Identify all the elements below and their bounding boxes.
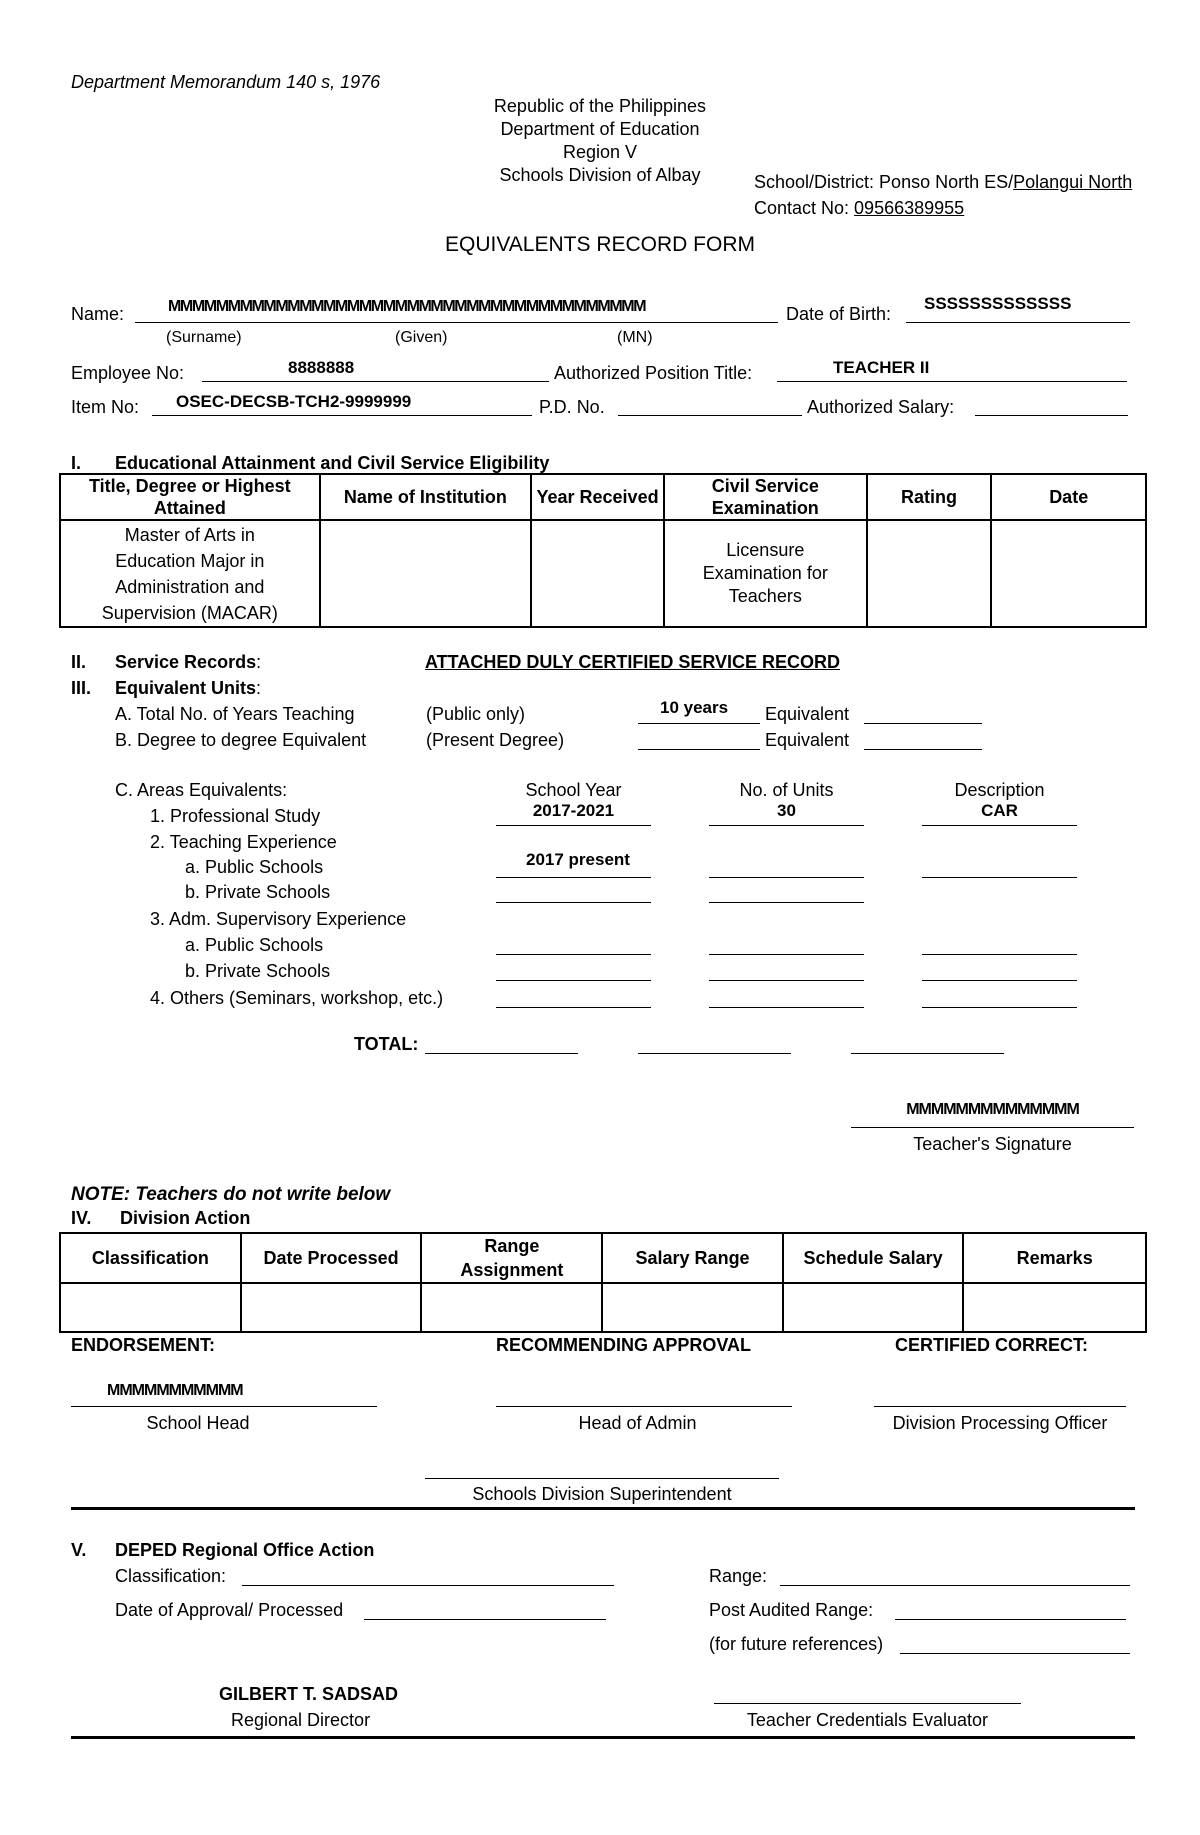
header-salary-range: Salary Range xyxy=(602,1233,782,1283)
adm-public-desc-line[interactable] xyxy=(922,954,1077,955)
teach-public-label: a. Public Schools xyxy=(185,857,324,877)
dob-label: Date of Birth: xyxy=(786,304,892,324)
pd-no-line[interactable] xyxy=(618,415,802,416)
agency-header xyxy=(450,95,750,187)
recommending-label: RECOMMENDING APPROVAL xyxy=(496,1335,752,1355)
degree-equivalent-word: Equivalent xyxy=(765,730,850,750)
prof-desc-value: CAR xyxy=(981,801,1018,820)
years-teaching-label: A. Total No. of Years Teaching xyxy=(115,704,355,724)
dob-value: SSSSSSSSSSSSS xyxy=(924,294,1072,313)
total-line-3[interactable] xyxy=(851,1053,1004,1054)
header-institution: Name of Institution xyxy=(320,474,532,520)
adm-public-units-line[interactable] xyxy=(709,954,864,955)
employee-no-label: Employee No: xyxy=(71,363,185,383)
adm-experience-label: 3. Adm. Supervisory Experience xyxy=(150,909,407,929)
section-4-number: IV. xyxy=(71,1208,92,1228)
section-2-title: Service Records xyxy=(115,652,257,672)
teacher-signature-value: MMMMMMMMMMMMMM xyxy=(906,1101,1079,1118)
post-audited-label: Post Audited Range: xyxy=(709,1600,874,1620)
header-line-4: Schools Division of Albay xyxy=(499,165,701,185)
teach-private-label: b. Private Schools xyxy=(185,882,331,902)
header-line-3: Region V xyxy=(562,142,638,162)
superintendent-label: Schools Division Superintendent xyxy=(472,1484,732,1504)
adm-private-desc-line[interactable] xyxy=(922,980,1077,981)
section-3-title: Equivalent Units xyxy=(115,678,257,698)
col-units: No. of Units xyxy=(739,780,834,800)
name-value: MMMMMMMMMMMMMMMMMMMMMMMMMMMMMMMMMMMMMMMM xyxy=(168,298,646,315)
range-label: Range: xyxy=(709,1566,768,1586)
header-rating: Rating xyxy=(867,474,992,520)
others-units-line[interactable] xyxy=(709,1007,864,1008)
teach-public-units-line[interactable] xyxy=(709,877,864,878)
teach-private-units-line[interactable] xyxy=(709,902,864,903)
item-no-label: Item No: xyxy=(71,397,140,417)
prof-desc-line[interactable] xyxy=(922,825,1077,826)
cell-date-processed[interactable] xyxy=(241,1283,422,1332)
district-name: Polangui North xyxy=(1013,172,1133,192)
adm-private-year-line[interactable] xyxy=(496,980,651,981)
section-3-heading xyxy=(115,678,261,699)
years-teaching-note: (Public only) xyxy=(426,704,526,724)
evaluator-title: Teacher Credentials Evaluator xyxy=(746,1710,989,1730)
header-year-received: Year Received xyxy=(531,474,664,520)
others-year-line[interactable] xyxy=(496,1007,651,1008)
cell-year-received[interactable] xyxy=(531,520,664,627)
school-head-line[interactable] xyxy=(71,1406,377,1407)
contact-number xyxy=(754,198,964,219)
school-district-label: School/District: xyxy=(754,172,880,192)
salary-label: Authorized Salary: xyxy=(807,397,955,417)
evaluator-line[interactable] xyxy=(714,1703,1021,1704)
section-3-number: III. xyxy=(71,678,92,698)
cell-salary-range[interactable] xyxy=(602,1283,782,1332)
memo-reference: Department Memorandum 140 s, 1976 xyxy=(71,72,381,92)
prof-year-line[interactable] xyxy=(496,825,651,826)
endorsement-label: ENDORSEMENT: xyxy=(71,1335,216,1355)
section-1-number: I. xyxy=(71,453,82,473)
degree-equivalent-label: B. Degree to degree Equivalent xyxy=(115,730,367,750)
section-2-heading xyxy=(115,652,261,673)
employee-no-value: 8888888 xyxy=(288,358,355,377)
professional-study-label: 1. Professional Study xyxy=(150,806,321,826)
years-equivalent-label: Equivalent xyxy=(765,704,850,724)
section-5-title: DEPED Regional Office Action xyxy=(115,1540,375,1560)
cell-rating[interactable] xyxy=(867,520,992,627)
section-5-number: V. xyxy=(71,1540,87,1560)
director-title: Regional Director xyxy=(231,1710,371,1730)
division-action-table xyxy=(59,1232,1147,1333)
date-approval-line[interactable] xyxy=(364,1619,606,1620)
col-school-year: School Year xyxy=(525,780,622,800)
col-description: Description xyxy=(954,780,1045,800)
header-civil-service: Civil Service Examination xyxy=(664,474,867,520)
section-3-colon: : xyxy=(256,678,262,698)
service-record-value: ATTACHED DULY CERTIFIED SERVICE RECORD xyxy=(425,652,841,672)
item-no-line[interactable] xyxy=(152,415,532,416)
cell-range-assignment[interactable] xyxy=(421,1283,602,1332)
total-line-1[interactable] xyxy=(425,1053,578,1054)
item-no-value: OSEC-DECSB-TCH2-9999999 xyxy=(176,392,412,411)
name-line[interactable] xyxy=(135,322,778,323)
others-desc-line[interactable] xyxy=(922,1007,1077,1008)
header-date-processed: Date Processed xyxy=(241,1233,422,1283)
years-teaching-line[interactable] xyxy=(638,723,760,724)
certified-label: CERTIFIED CORRECT: xyxy=(895,1335,1088,1355)
cell-civil-service[interactable]: Licensure Examination for Teachers xyxy=(664,520,867,627)
degree-equivalent-line[interactable] xyxy=(864,749,982,750)
prof-units-line[interactable] xyxy=(709,825,864,826)
future-ref-label: (for future references) xyxy=(709,1634,884,1654)
school-head-label: School Head xyxy=(146,1413,250,1433)
superintendent-line[interactable] xyxy=(425,1478,779,1479)
date-approval-label: Date of Approval/ Processed xyxy=(115,1600,344,1620)
name-label: Name: xyxy=(71,304,125,324)
cell-schedule-salary[interactable] xyxy=(783,1283,964,1332)
classification-line[interactable] xyxy=(242,1585,614,1586)
header-classification: Classification xyxy=(60,1233,241,1283)
note-text: NOTE: Teachers do not write below xyxy=(71,1184,391,1205)
section-1-title: Educational Attainment and Civil Service Eligibility xyxy=(115,453,550,473)
years-teaching-value: 10 years xyxy=(660,698,729,717)
school-name: Ponso North ES/ xyxy=(879,172,1014,192)
dob-line[interactable] xyxy=(906,322,1130,323)
bottom-divider xyxy=(71,1736,1135,1739)
position-label: Authorized Position Title: xyxy=(554,363,753,383)
employee-no-line[interactable] xyxy=(202,381,549,382)
adm-private-units-line[interactable] xyxy=(709,980,864,981)
prof-year-value: 2017-2021 xyxy=(532,801,615,820)
post-audited-line[interactable] xyxy=(895,1619,1126,1620)
director-name: GILBERT T. SADSAD xyxy=(219,1684,399,1704)
given-caption: (Given) xyxy=(395,329,448,346)
teach-public-year-line[interactable] xyxy=(496,877,651,878)
degree-equivalent-note: (Present Degree) xyxy=(426,730,565,750)
prof-units-value: 30 xyxy=(777,801,796,820)
section-divider xyxy=(71,1507,1135,1510)
teaching-experience-label: 2. Teaching Experience xyxy=(150,832,337,852)
head-admin-line[interactable] xyxy=(496,1406,792,1407)
classification-label: Classification: xyxy=(115,1566,227,1586)
teach-public-desc-line[interactable] xyxy=(922,877,1077,878)
section-2-number: II. xyxy=(71,652,87,672)
division-officer-label: Division Processing Officer xyxy=(892,1413,1108,1433)
section-2-colon: : xyxy=(256,652,262,672)
years-equivalent-line[interactable] xyxy=(864,723,982,724)
total-line-2[interactable] xyxy=(638,1053,791,1054)
cell-degree[interactable]: Master of Arts in Education Major in Administration and Supervision (MACAR) xyxy=(60,520,320,627)
others-label: 4. Others (Seminars, workshop, etc.) xyxy=(150,988,444,1008)
section-4-title: Division Action xyxy=(120,1208,251,1228)
cell-institution[interactable] xyxy=(320,520,532,627)
teach-private-year-line[interactable] xyxy=(496,902,651,903)
school-head-value: MMMMMMMMMMM xyxy=(107,1382,243,1399)
areas-equivalents-label: C. Areas Equivalents: xyxy=(115,780,288,800)
surname-caption: (Surname) xyxy=(166,329,242,346)
teacher-signature-label: Teacher's Signature xyxy=(913,1134,1072,1154)
position-value: TEACHER II xyxy=(833,358,930,377)
cell-classification[interactable] xyxy=(60,1283,241,1332)
header-line-1: Republic of the Philippines xyxy=(493,96,707,116)
head-admin-label: Head of Admin xyxy=(578,1413,697,1433)
position-line[interactable] xyxy=(777,381,1127,382)
salary-line[interactable] xyxy=(975,415,1128,416)
future-ref-line[interactable] xyxy=(900,1653,1130,1654)
education-table xyxy=(59,473,1147,628)
cell-date[interactable] xyxy=(991,520,1146,627)
adm-public-label: a. Public Schools xyxy=(185,935,324,955)
form-title: EQUIVALENTS RECORD FORM xyxy=(445,233,755,256)
header-line-2: Department of Education xyxy=(500,119,700,139)
division-officer-line[interactable] xyxy=(874,1406,1126,1407)
pd-no-label: P.D. No. xyxy=(539,397,605,417)
degree-value-line[interactable] xyxy=(638,749,760,750)
header-schedule-salary: Schedule Salary xyxy=(783,1233,964,1283)
adm-private-label: b. Private Schools xyxy=(185,961,331,981)
contact-value: 09566389955 xyxy=(854,198,965,218)
header-range-assignment: Range Assignment xyxy=(421,1233,602,1283)
cell-remarks[interactable] xyxy=(963,1283,1146,1332)
contact-label: Contact No: xyxy=(754,198,855,218)
teach-public-year-value: 2017 present xyxy=(526,850,630,869)
range-line[interactable] xyxy=(780,1585,1130,1586)
teacher-signature-line[interactable] xyxy=(851,1127,1134,1128)
header-degree: Title, Degree or Highest Attained xyxy=(60,474,320,520)
school-district xyxy=(754,172,1132,193)
header-date: Date xyxy=(991,474,1146,520)
mn-caption: (MN) xyxy=(617,329,653,346)
header-remarks: Remarks xyxy=(963,1233,1146,1283)
adm-public-year-line[interactable] xyxy=(496,954,651,955)
total-label: TOTAL: xyxy=(354,1034,419,1054)
